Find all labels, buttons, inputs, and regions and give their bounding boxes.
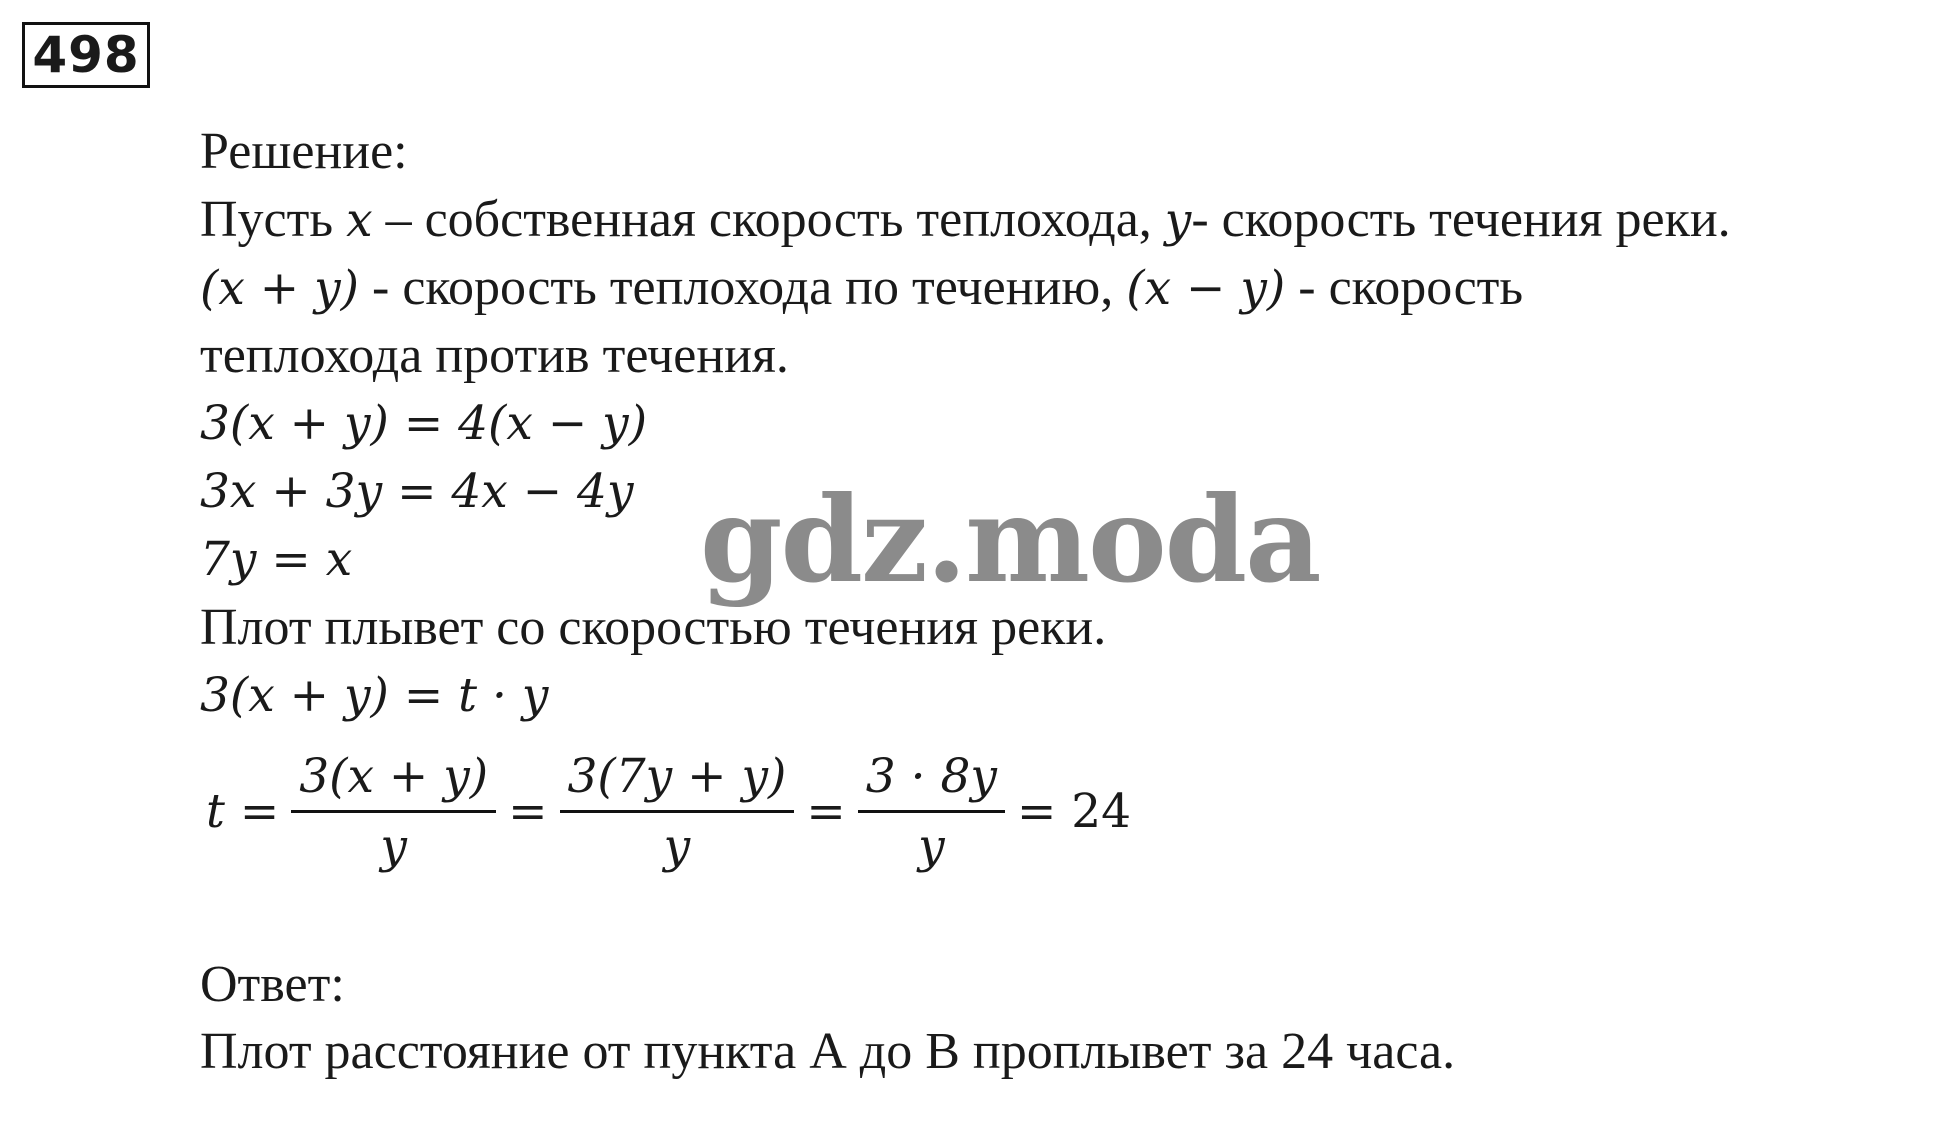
numerator: 3(7y + y) bbox=[567, 748, 787, 804]
fraction-3 bbox=[858, 749, 1005, 874]
answer-heading: Ответ: bbox=[200, 956, 345, 1013]
equals-sign: = bbox=[508, 783, 548, 839]
var-y: y bbox=[1164, 193, 1192, 248]
text-segment: - скорость теплохода по течению, bbox=[359, 259, 1127, 316]
text-segment: – собственная скорость теплохода, bbox=[372, 191, 1165, 248]
numerator: 3 · 8y bbox=[865, 748, 997, 804]
text-segment: - скорость bbox=[1285, 259, 1524, 316]
expr-diff: (x − y) bbox=[1126, 261, 1286, 316]
lhs: t = bbox=[206, 783, 280, 839]
text-segment: Пусть bbox=[200, 191, 347, 248]
watermark: gdz.moda bbox=[700, 470, 1320, 609]
denominator: y bbox=[560, 810, 795, 874]
answer-text: Плот расстояние от пункта А до В проплывет за 24 часа. bbox=[200, 1023, 1456, 1080]
paragraph-line-1 bbox=[200, 190, 1731, 251]
fraction-equation bbox=[200, 736, 1137, 886]
fraction-2 bbox=[560, 749, 795, 874]
solution-heading: Решение: bbox=[200, 123, 408, 180]
expr-sum: (x + y) bbox=[200, 261, 359, 316]
problem-number: 498 bbox=[22, 22, 150, 88]
paragraph-line-3: теплохода против течения. bbox=[200, 327, 789, 384]
equals-sign: = bbox=[806, 783, 846, 839]
raft-statement: Плот плывет со скоростью течения реки. bbox=[200, 599, 1107, 656]
fraction-1 bbox=[291, 749, 496, 874]
equation-1: 3(x + y) = 4(x − y) bbox=[200, 396, 648, 451]
equation-3: 7y = x bbox=[200, 532, 353, 587]
denominator: y bbox=[291, 810, 496, 874]
numerator: 3(x + y) bbox=[299, 748, 489, 804]
denominator: y bbox=[858, 810, 1005, 874]
equation-2: 3x + 3y = 4x − 4y bbox=[200, 464, 634, 519]
paragraph-line-2 bbox=[200, 258, 1523, 319]
text-segment: - скорость течения реки. bbox=[1191, 191, 1731, 248]
equation-4: 3(x + y) = t · y bbox=[200, 668, 549, 723]
result: = 24 bbox=[1016, 783, 1132, 839]
var-x: x bbox=[346, 193, 373, 248]
